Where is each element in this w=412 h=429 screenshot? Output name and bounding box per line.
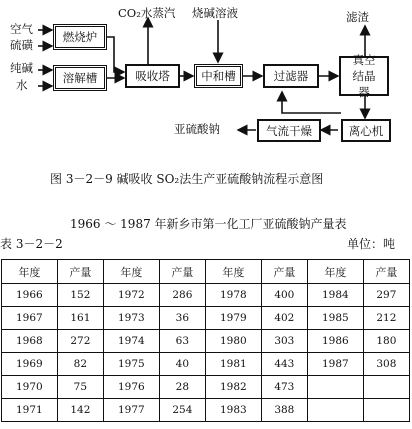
table-cell: 142 — [57, 399, 103, 422]
table-cell: 161 — [57, 307, 103, 330]
table-row — [2, 376, 410, 399]
product-label: 亚硫酸钠 — [174, 122, 220, 136]
header-cell: 产量 — [363, 260, 409, 284]
table-cell: 1979 — [205, 307, 261, 330]
table-cell: 212 — [363, 307, 409, 330]
furnace-box: 燃烧炉 — [53, 24, 107, 50]
table-cell: 1982 — [205, 376, 261, 399]
table-unit: 单位：吨 — [347, 237, 396, 251]
production-table — [1, 259, 410, 422]
table-cell: 152 — [57, 284, 103, 307]
table-cell: 63 — [159, 330, 205, 353]
header-cell: 产量 — [159, 260, 205, 284]
table-cell: 1983 — [205, 399, 261, 422]
table-row — [2, 284, 410, 307]
table-cell: 1969 — [2, 353, 58, 376]
table-row — [2, 353, 410, 376]
table-cell — [307, 376, 363, 399]
table-cell: 473 — [261, 376, 307, 399]
input-sulfur: 硫磺 — [10, 38, 33, 52]
table-cell: 308 — [363, 353, 409, 376]
header-cell: 年度 — [205, 260, 261, 284]
table-row — [2, 399, 410, 422]
table-cell: 36 — [159, 307, 205, 330]
figure-caption: 图 3－2－9 碱吸收 SO₂法生产亚硫酸钠流程示意图 — [50, 172, 324, 186]
table-cell: 1973 — [103, 307, 159, 330]
header-cell: 年度 — [2, 260, 58, 284]
table-cell: 1985 — [307, 307, 363, 330]
table-cell: 40 — [159, 353, 205, 376]
table-cell — [307, 399, 363, 422]
filter-residue-label: 滤渣 — [346, 10, 369, 24]
table-cell: 1981 — [205, 353, 261, 376]
table-cell: 1976 — [103, 376, 159, 399]
neutralizer-box: 中和槽 — [194, 64, 243, 88]
header-cell: 产量 — [261, 260, 307, 284]
table-cell: 180 — [363, 330, 409, 353]
filter-box: 过滤器 — [263, 64, 319, 88]
table-cell: 1966 — [2, 284, 58, 307]
input-air: 空气 — [10, 22, 33, 36]
table-header-row — [2, 260, 410, 284]
table-cell: 1968 — [2, 330, 58, 353]
table-cell: 254 — [159, 399, 205, 422]
table-cell: 1970 — [2, 376, 58, 399]
table-cell: 1977 — [103, 399, 159, 422]
table-cell: 1971 — [2, 399, 58, 422]
table-row — [2, 307, 410, 330]
header-cell: 产量 — [57, 260, 103, 284]
dryer-box: 气流干燥 — [257, 119, 321, 142]
dissolve-tank-box: 溶解槽 — [53, 65, 107, 91]
table-cell: 303 — [261, 330, 307, 353]
table-cell: 286 — [159, 284, 205, 307]
table-cell: 1980 — [205, 330, 261, 353]
table-cell: 28 — [159, 376, 205, 399]
header-cell: 年度 — [307, 260, 363, 284]
header-cell: 年度 — [103, 260, 159, 284]
table-cell: 1967 — [2, 307, 58, 330]
table-number: 表 3－2－2 — [0, 237, 63, 251]
table-cell: 75 — [57, 376, 103, 399]
table-cell — [363, 376, 409, 399]
centrifuge-box: 离心机 — [341, 119, 391, 142]
table-cell — [363, 399, 409, 422]
table-cell: 1978 — [205, 284, 261, 307]
input-soda-ash: 纯碱 — [10, 61, 33, 75]
table-cell: 297 — [363, 284, 409, 307]
co2-steam-label: CO₂水蒸汽 — [118, 6, 176, 20]
table-cell: 402 — [261, 307, 307, 330]
table-cell: 1975 — [103, 353, 159, 376]
caustic-soda-label: 烧碱溶液 — [192, 6, 238, 20]
table-cell: 272 — [57, 330, 103, 353]
table-title: 1966 ～ 1987 年新乡市第一化工厂亚硫酸钠产量表 — [70, 217, 347, 231]
table-cell: 1987 — [307, 353, 363, 376]
table-row — [2, 330, 410, 353]
table-cell: 1974 — [103, 330, 159, 353]
table-cell: 443 — [261, 353, 307, 376]
input-water: 水 — [16, 78, 28, 92]
table-cell: 1986 — [307, 330, 363, 353]
table-cell: 1984 — [307, 284, 363, 307]
crystallizer-box: 真空结晶器 — [339, 56, 389, 96]
table-cell: 400 — [261, 284, 307, 307]
absorber-box: 吸收塔 — [125, 64, 180, 88]
table-cell: 388 — [261, 399, 307, 422]
table-cell: 82 — [57, 353, 103, 376]
table-cell: 1972 — [103, 284, 159, 307]
